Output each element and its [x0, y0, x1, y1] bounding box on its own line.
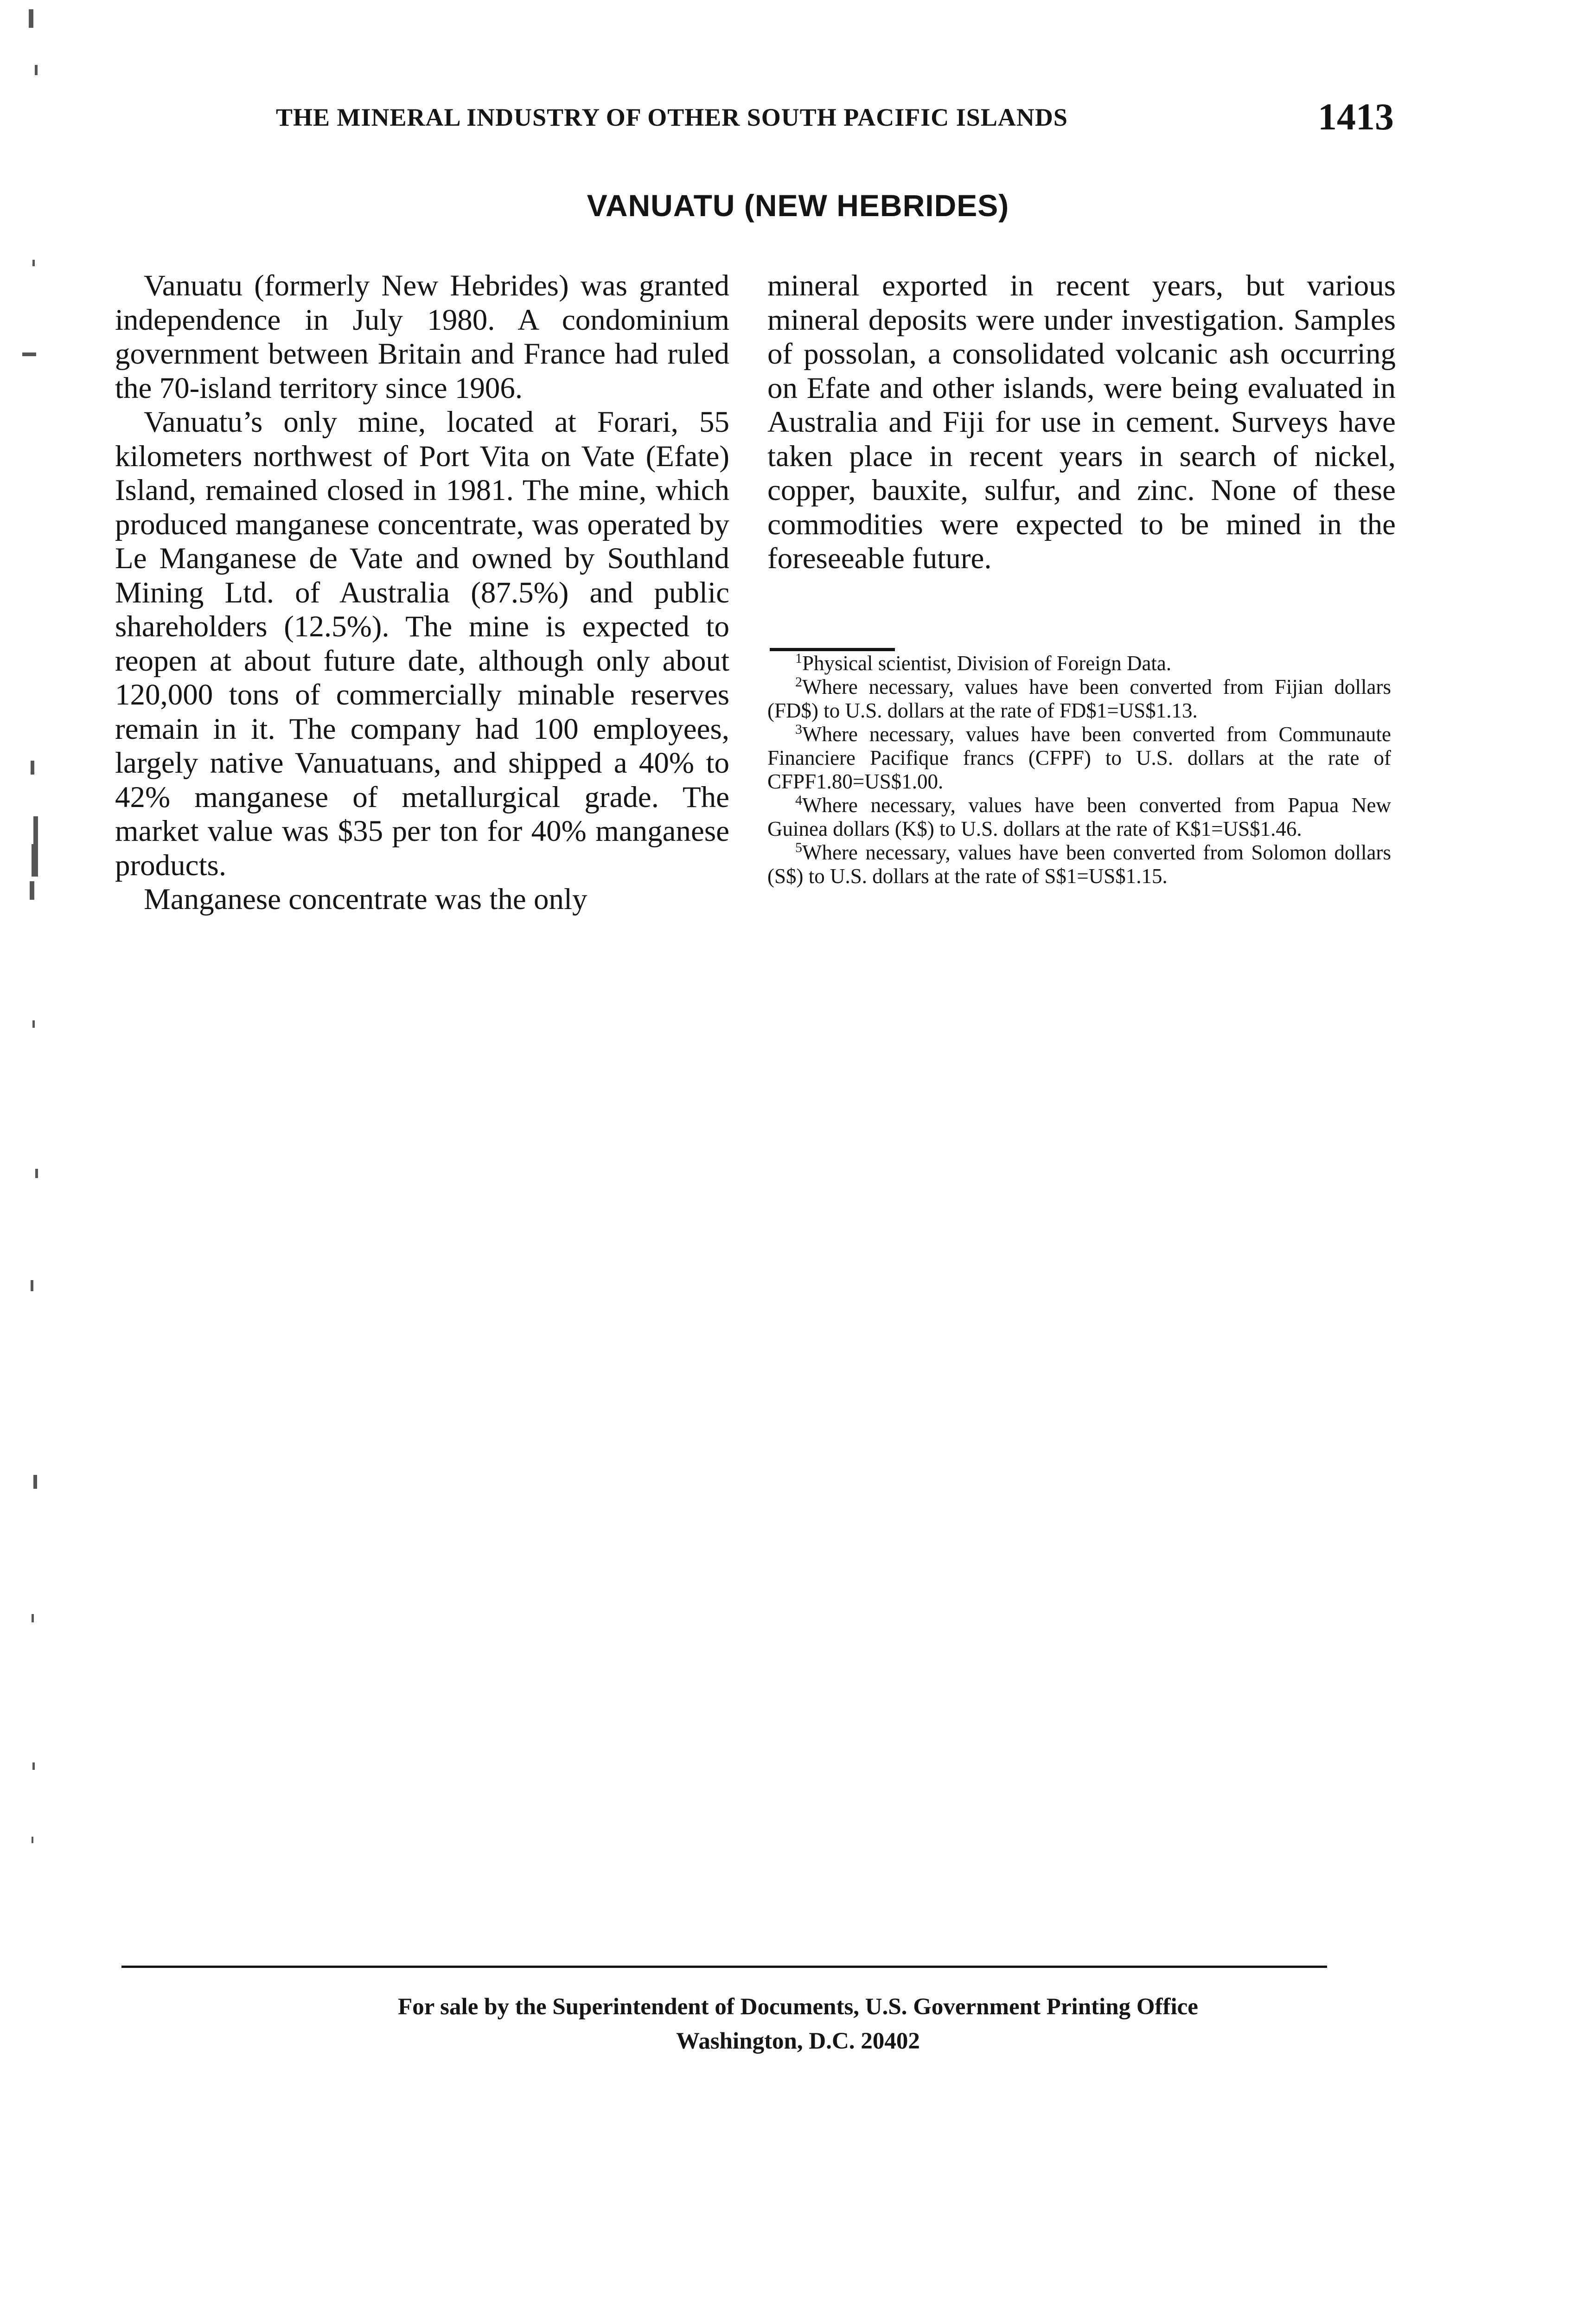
footnote-mark: 2 [795, 674, 802, 690]
footnote-text: Where necessary, values have been converted from Solomon dollars (S$) to U.S. dollars at the rate of S$1=US$1.15. [767, 841, 1391, 888]
paragraph: mineral exported in recent years, but various mineral deposits were under investigation. Samples of possolan, a consolidated volcanic ash occurring on Efate and other islands, were being evaluated in Australia and Fiji for use in cement. Surveys have taken place in recent years in search of nickel, copper, bauxite, sulfur, and zinc. None of these commodities were expected to be mined in the foreseeable future. [767, 269, 1396, 575]
footnote-mark: 4 [795, 793, 802, 808]
right-column [767, 269, 1396, 576]
footnote-mark: 1 [795, 651, 802, 666]
footnote-divider [770, 648, 895, 651]
footnotes [767, 652, 1391, 888]
paragraph: Vanuatu (formerly New Hebrides) was granted independence in July 1980. A condominium government between Britain and France had ruled the 70-island territory since 1906. [115, 269, 729, 405]
imprint [0, 1990, 1596, 2058]
imprint-line: For sale by the Superintendent of Documents, U.S. Government Printing Office [398, 1994, 1198, 2020]
footnote-text: Where necessary, values have been converted from Papua New Guinea dollars (K$) to U.S. dollars at the rate of K$1=US$1.46. [767, 794, 1391, 840]
imprint-divider [121, 1966, 1327, 1968]
footnote-text: Physical scientist, Division of Foreign Data. [802, 652, 1172, 675]
footnote-mark: 3 [795, 722, 802, 737]
left-column [115, 269, 729, 917]
scan-edge-marks [0, 0, 60, 1902]
footnote [767, 723, 1391, 794]
footnote-text: Where necessary, values have been converted from Communaute Financiere Pacifique francs (CFPF) to U.S. dollars at the rate of CFPF1.80=US$1.00. [767, 723, 1391, 793]
paragraph: Manganese concentrate was the only [144, 883, 587, 916]
page-number: 1413 [1318, 96, 1394, 138]
running-head: THE MINERAL INDUSTRY OF OTHER SOUTH PACIFIC ISLANDS [276, 103, 1068, 131]
footnote [767, 794, 1391, 841]
footnote-mark: 5 [795, 840, 802, 855]
footnote [767, 652, 1391, 675]
paragraph: Vanuatu’s only mine, located at Forari, 55 kilometers northwest of Port Vita on Vate (Efate) Island, remained closed in 1981. The mine, which produced manganese concentrate, was operated by Le Manganese de Vate and owned by Southland Mining Ltd. of Australia (87.5%) and public shareholders (12.5%). The mine is expected to reopen at about future date, although only about 120,000 tons of commercially minable reserves remain in it. The company had 100 employees, largely native Vanuatuans, and shipped a 40% to 42% manganese of metallurgical grade. The market value was $35 per ton for 40% manganese products. [115, 405, 729, 882]
footnote [767, 841, 1391, 888]
imprint-line: Washington, D.C. 20402 [676, 2028, 920, 2054]
section-title: VANUATU (NEW HEBRIDES) [587, 188, 1009, 223]
footnote [767, 675, 1391, 723]
footnote-text: Where necessary, values have been converted from Fijian dollars (FD$) to U.S. dollars at the rate of FD$1=US$1.13. [767, 675, 1391, 722]
